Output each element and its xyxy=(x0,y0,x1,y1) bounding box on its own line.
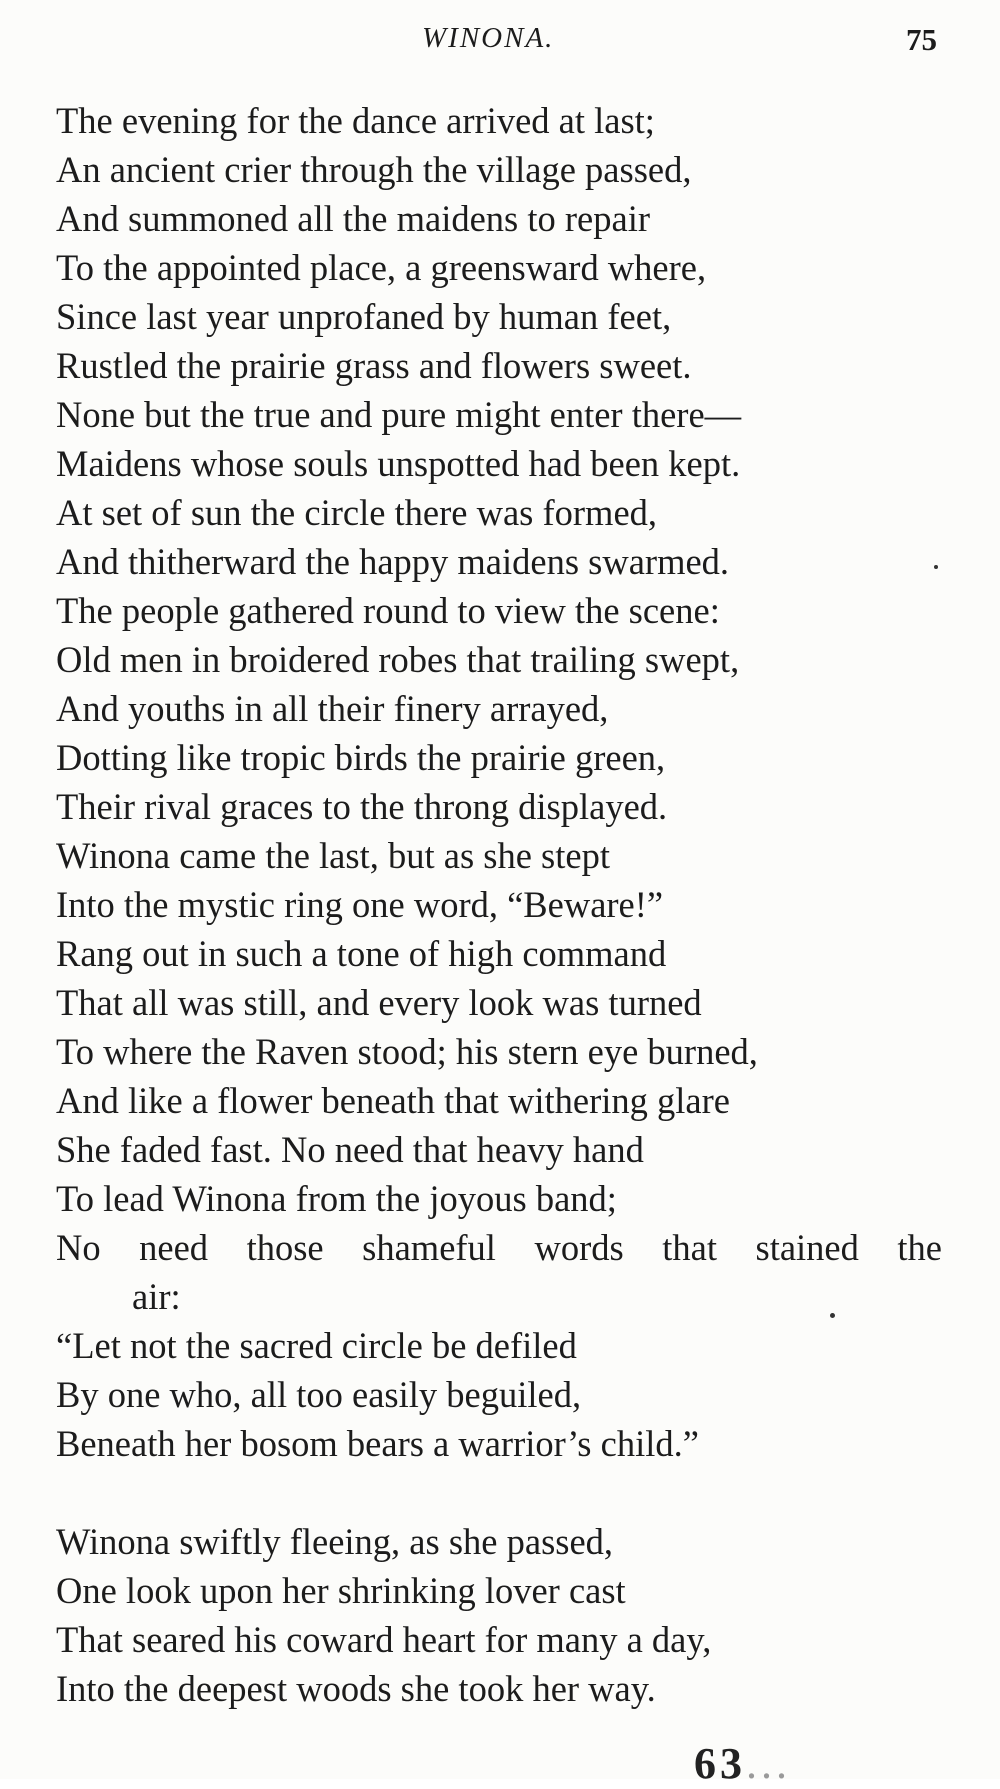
poem-line: Since last year unprofaned by human feet, xyxy=(56,296,672,337)
running-head xyxy=(0,22,1000,62)
running-title: WINONA. xyxy=(422,22,555,54)
poem-line: Maidens whose souls unspotted had been kept. xyxy=(56,443,741,484)
poem-line: She faded fast. No need that heavy hand xyxy=(56,1129,644,1170)
page-number: 75 xyxy=(906,22,937,57)
poem-line: One look upon her shrinking lover cast xyxy=(56,1570,626,1611)
poem-line: By one who, all too easily beguiled, xyxy=(56,1374,582,1415)
poem-line: Into the deepest woods she took her way. xyxy=(56,1668,656,1709)
poem-line: None but the true and pure might enter there— xyxy=(56,394,742,435)
poem-line: And thitherward the happy maidens swarmed. xyxy=(56,541,730,582)
stanza-1 xyxy=(56,96,956,1468)
poem-body xyxy=(56,96,956,1713)
poem-line: The evening for the dance arrived at last; xyxy=(56,100,655,141)
ink-speck xyxy=(934,565,938,569)
poem-line: That seared his coward heart for many a day, xyxy=(56,1619,712,1660)
poem-line: At set of sun the circle there was formed, xyxy=(56,492,658,533)
ink-speck xyxy=(830,1313,835,1318)
poem-line: That all was still, and every look was turned xyxy=(56,982,702,1023)
poem-line-justified: No need those shameful words that stained the xyxy=(56,1227,942,1268)
footer-mark xyxy=(694,1738,791,1789)
poem-line: Into the mystic ring one word, “Beware!” xyxy=(56,884,664,925)
stanza-2 xyxy=(56,1517,956,1713)
poem-line: Old men in broidered robes that trailing swept, xyxy=(56,639,740,680)
poem-line: Their rival graces to the throng displayed. xyxy=(56,786,668,827)
poem-line: Rang out in such a tone of high command xyxy=(56,933,667,974)
poem-line: Winona came the last, but as she stept xyxy=(56,835,610,876)
footer-mark-faint: ... xyxy=(746,1739,791,1788)
poem-line-runover: air: xyxy=(132,1276,181,1317)
poem-line: To lead Winona from the joyous band; xyxy=(56,1178,617,1219)
poem-line: Beneath her bosom bears a warrior’s child.” xyxy=(56,1423,699,1464)
poem-line: To the appointed place, a greensward where, xyxy=(56,247,707,288)
poem-line: An ancient crier through the village passed, xyxy=(56,149,692,190)
poem-line: To where the Raven stood; his stern eye burned, xyxy=(56,1031,758,1072)
poem-line: Rustled the prairie grass and flowers sweet. xyxy=(56,345,692,386)
footer-mark-number: 63 xyxy=(694,1739,746,1788)
poem-line: The people gathered round to view the scene: xyxy=(56,590,720,631)
poem-line: Dotting like tropic birds the prairie green, xyxy=(56,737,666,778)
poem-line: And summoned all the maidens to repair xyxy=(56,198,650,239)
poem-line: And like a flower beneath that withering glare xyxy=(56,1080,730,1121)
poem-line: Winona swiftly fleeing, as she passed, xyxy=(56,1521,614,1562)
poem-line: “Let not the sacred circle be defiled xyxy=(56,1325,577,1366)
poem-line: And youths in all their finery arrayed, xyxy=(56,688,609,729)
